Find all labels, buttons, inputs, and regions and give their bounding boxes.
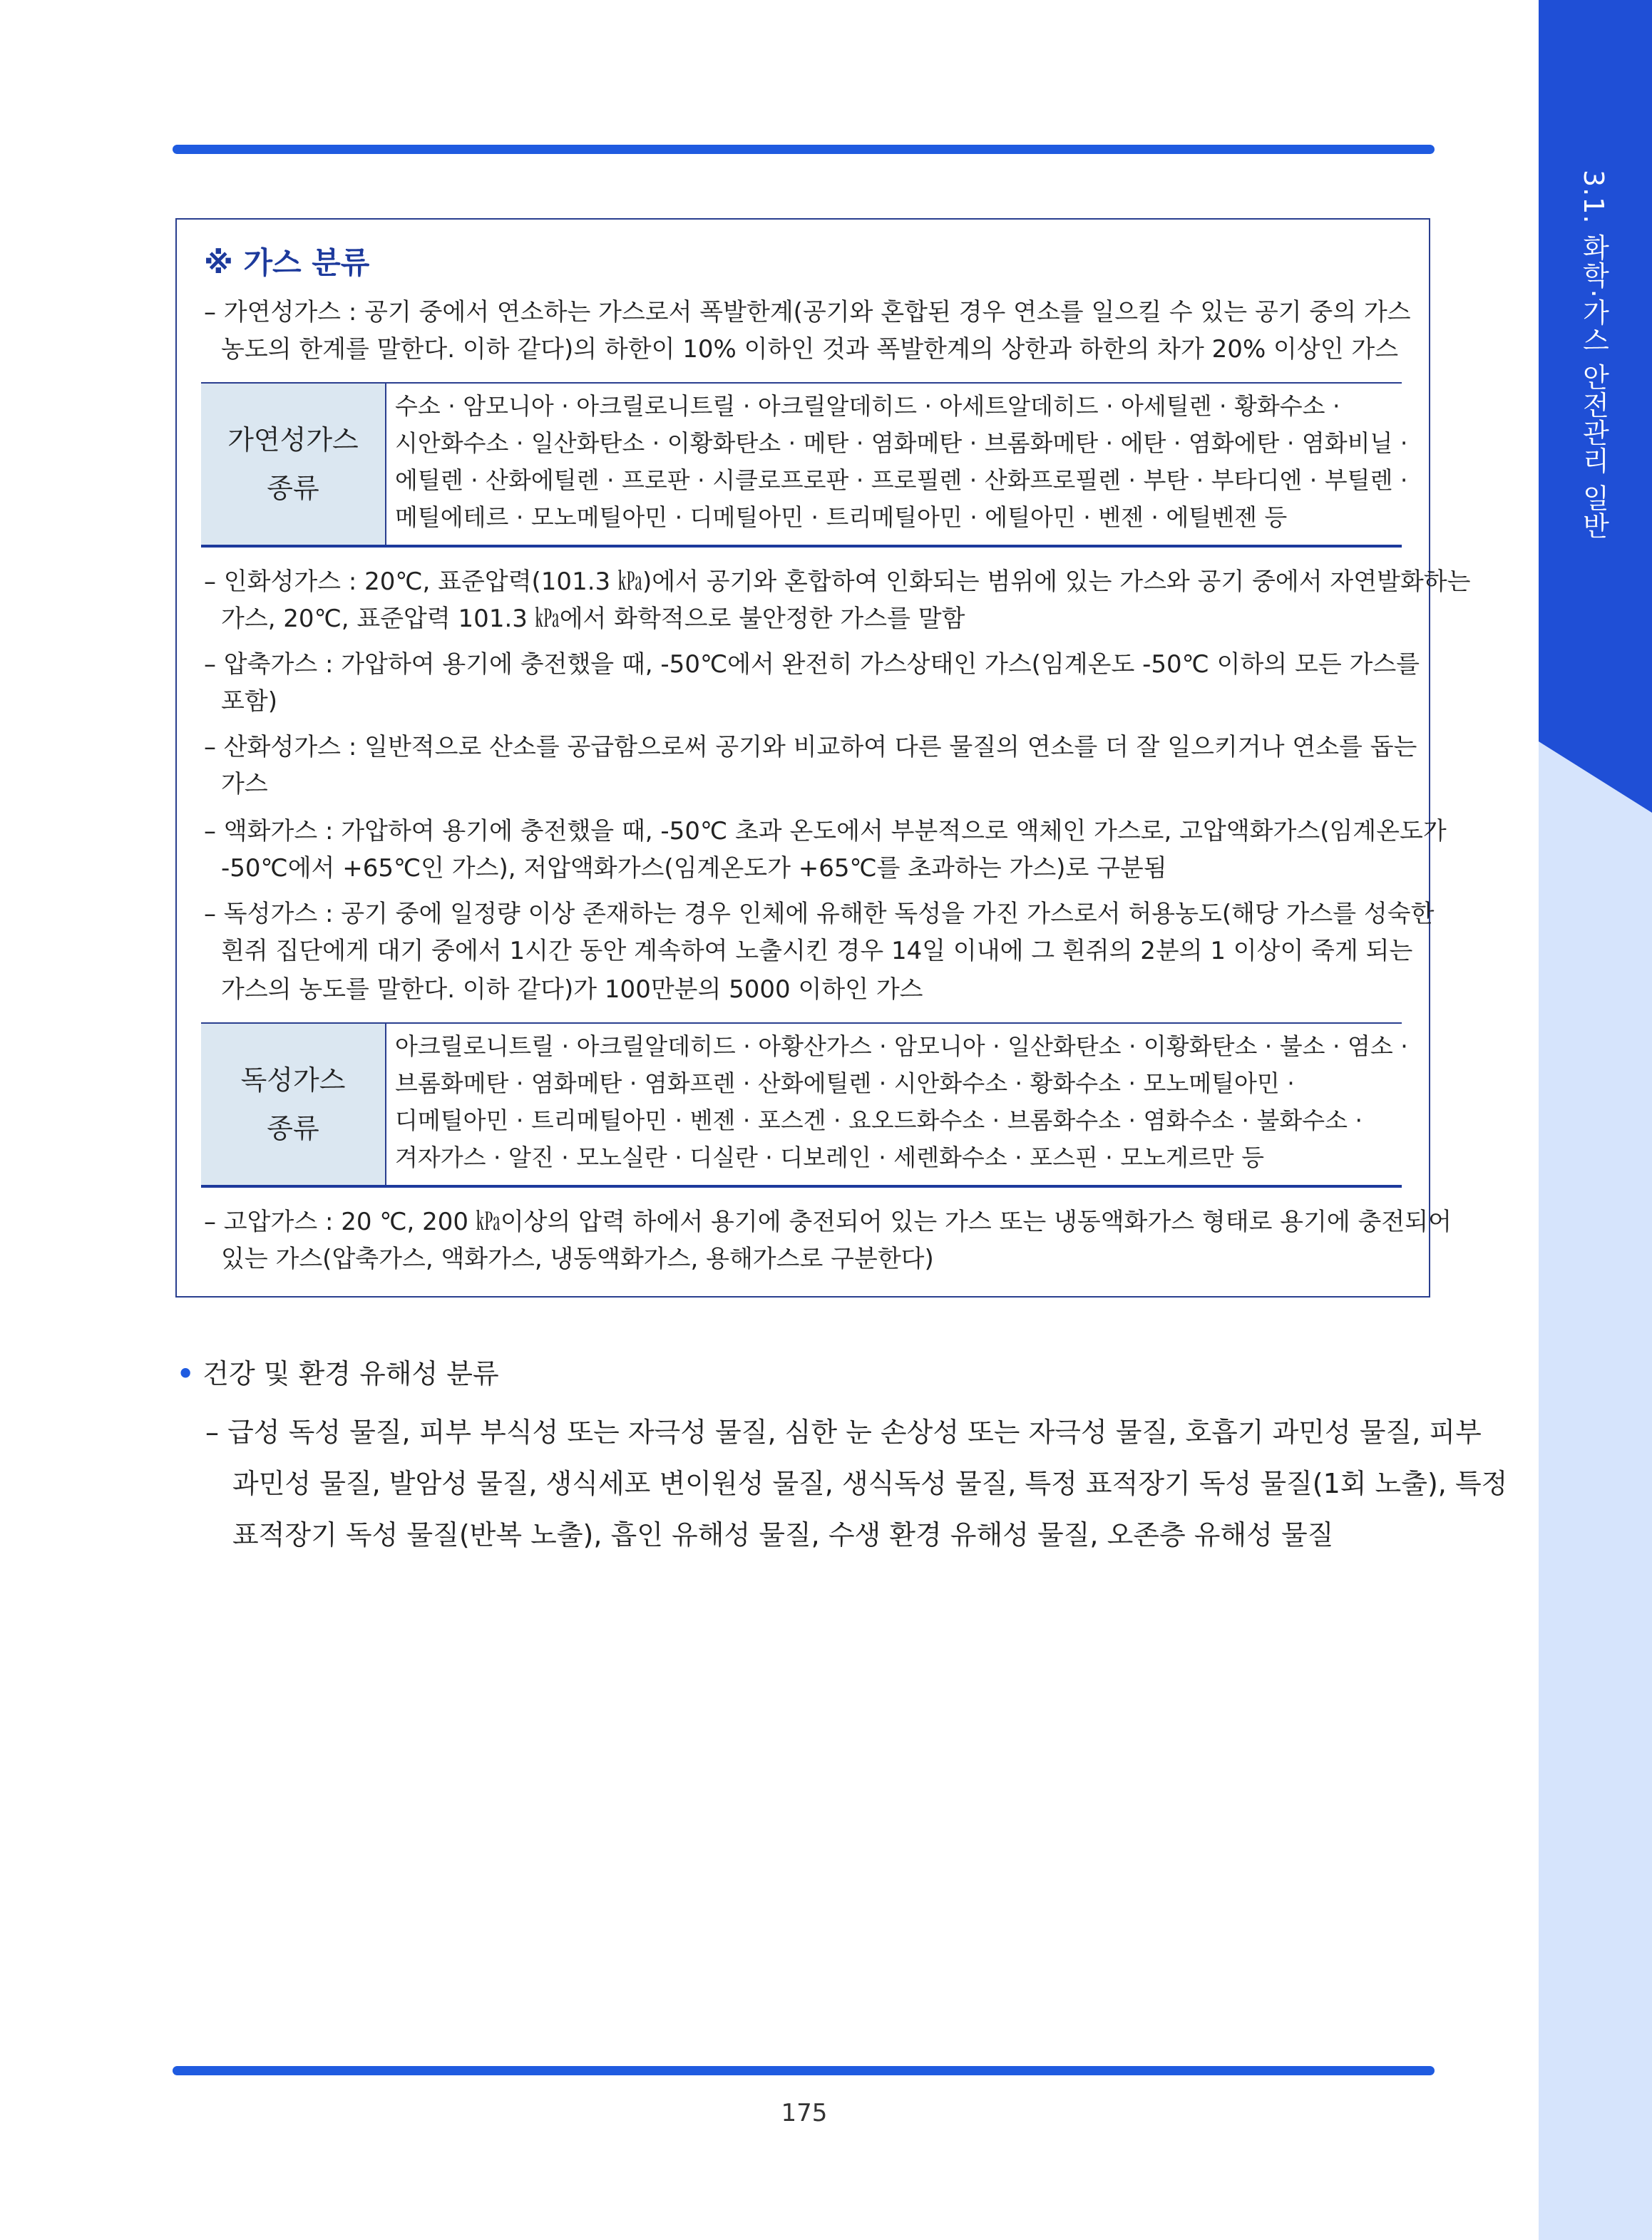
definition-line: – 액화가스 : 가압하여 용기에 충전했을 때, -50℃ 초과 온도에서 부분적으로 액체인 가스로, 고압액화가스(임계온도가 (204, 817, 1447, 846)
paragraph-line: – 급성 독성 물질, 피부 부식성 또는 자극성 물질, 심한 눈 손상성 또는 자극성 물질, 호흡기 과민성 물질, 피부 (205, 1417, 1482, 1448)
table-cell (395, 1028, 1408, 1176)
chapter-title: 3.1. 화학·가스 안전관리 일반 (1578, 170, 1609, 540)
definition-line: – 압축가스 : 가압하여 용기에 충전했을 때, -50℃에서 완전히 가스상태인 가스(임계온도 -50℃ 이하의 모든 가스를 (204, 650, 1420, 679)
definition-line: 흰쥐 집단에게 대기 중에서 1시간 동안 계속하여 노출시킨 경우 14일 이내에 그 흰쥐의 2분의 1 이상이 죽게 되는 (221, 937, 1413, 965)
flammable-gas-table (201, 382, 1408, 548)
bottom-rule (173, 2066, 1435, 2075)
definition-line: -50℃에서 +65℃인 가스), 저압액화가스(임계온도가 +65℃를 초과하는 가스)로 구분됨 (221, 854, 1167, 883)
definition-line: 가스의 농도를 말한다. 이하 같다)가 100만분의 5000 이하인 가스 (221, 975, 923, 1004)
table-header-sub: 종류 (267, 1113, 319, 1144)
bullet-icon: • (177, 1358, 195, 1389)
definition-line: – 산화성가스 : 일반적으로 산소를 공급함으로써 공기와 비교하여 다른 물질의 연소를 더 잘 일으키거나 연소를 돕는 (204, 733, 1417, 761)
section-heading-text: 건강 및 환경 유해성 분류 (202, 1358, 499, 1389)
table-cell-line: 브롬화메탄 · 염화메탄 · 염화프렌 · 산화에틸렌 · 시안화수소 · 황화수소 · 모노메틸아민 · (395, 1069, 1295, 1097)
flammable-def-line: – 가연성가스 : 공기 중에서 연소하는 가스로서 폭발한계(공기와 혼합된 경우 연소를 일으킬 수 있는 공기 중의 가스 (204, 298, 1411, 327)
page-number: 175 (781, 2099, 828, 2127)
definition-line: – 독성가스 : 공기 중에 일정량 이상 존재하는 경우 인체에 유해한 독성을 가진 가스로서 허용농도(해당 가스를 성숙한 (204, 900, 1435, 928)
table-cell-line: 디메틸아민 · 트리메틸아민 · 벤젠 · 포스겐 · 요오드화수소 · 브롬화수소 · 염화수소 · 불화수소 · (395, 1106, 1363, 1134)
section-heading (177, 1352, 499, 1391)
table-cell-line: 수소 · 암모니아 · 아크릴로니트릴 · 아크릴알데히드 · 아세트알데히드 · 아세틸렌 · 황화수소 · (395, 392, 1340, 420)
table-cell-line: 아크릴로니트릴 · 아크릴알데히드 · 아황산가스 · 암모니아 · 일산화탄소 · 이황화탄소 · 불소 · 염소 · (395, 1032, 1408, 1060)
flammable-def-line: 농도의 한계를 말한다. 이하 같다)의 하한이 10% 이하인 것과 폭발한계의 상한과 하한의 차가 20% 이상인 가스 (221, 335, 1399, 364)
definition-line: 가스 (221, 770, 268, 798)
table-header-label: 가연성가스 (227, 424, 359, 456)
paragraph-line: 표적장기 독성 물질(반복 노출), 흡인 유해성 물질, 수생 환경 유해성 물질, 오존층 유해성 물질 (232, 1519, 1334, 1551)
table-header-sub: 종류 (267, 473, 319, 504)
table-header (201, 384, 386, 545)
top-rule (173, 145, 1435, 154)
table-header-label: 독성가스 (240, 1064, 346, 1096)
definition-line: – 인화성가스 : 20℃, 표준압력(101.3 ㎪)에서 공기와 혼합하여 인화되는 범위에 있는 가스와 공기 중에서 자연발화하는 (204, 567, 1471, 596)
table-header (201, 1024, 386, 1185)
paragraph-line: 과민성 물질, 발암성 물질, 생식세포 변이원성 물질, 생식독성 물질, 특정 표적장기 독성 물질(1회 노출), 특정 (232, 1468, 1508, 1499)
table-cell (395, 388, 1408, 536)
table-cell-line: 시안화수소 · 일산화탄소 · 이황화탄소 · 메탄 · 염화메탄 · 브롬화메탄 · 에탄 · 염화에탄 · 염화비닐 · (395, 429, 1408, 457)
toxic-gas-table (201, 1022, 1408, 1188)
table-cell-line: 메틸에테르 · 모노메틸아민 · 디메틸아민 · 트리메틸아민 · 에틸아민 · 벤젠 · 에틸벤젠 등 (395, 503, 1288, 531)
table-cell-line: 에틸렌 · 산화에틸렌 · 프로판 · 시클로프로판 · 프로필렌 · 산화프로필렌 · 부탄 · 부타디엔 · 부틸렌 · (395, 466, 1408, 494)
definition-line: 가스, 20℃, 표준압력 101.3 ㎪에서 화학적으로 불안정한 가스를 말함 (221, 605, 965, 633)
table-cell-line: 겨자가스 · 알진 · 모노실란 · 디실란 · 디보레인 · 세렌화수소 · 포스핀 · 모노게르만 등 (395, 1144, 1264, 1171)
high-pressure-def-line: 있는 가스(압축가스, 액화가스, 냉동액화가스, 용해가스로 구분한다) (221, 1245, 934, 1273)
high-pressure-def-line: – 고압가스 : 20 ℃, 200 ㎪이상의 압력 하에서 용기에 충전되어 있는 가스 또는 냉동액화가스 형태로 용기에 충전되어 (204, 1208, 1452, 1236)
definition-line: 포함) (221, 687, 277, 716)
box-title: ※ 가스 분류 (204, 245, 370, 280)
